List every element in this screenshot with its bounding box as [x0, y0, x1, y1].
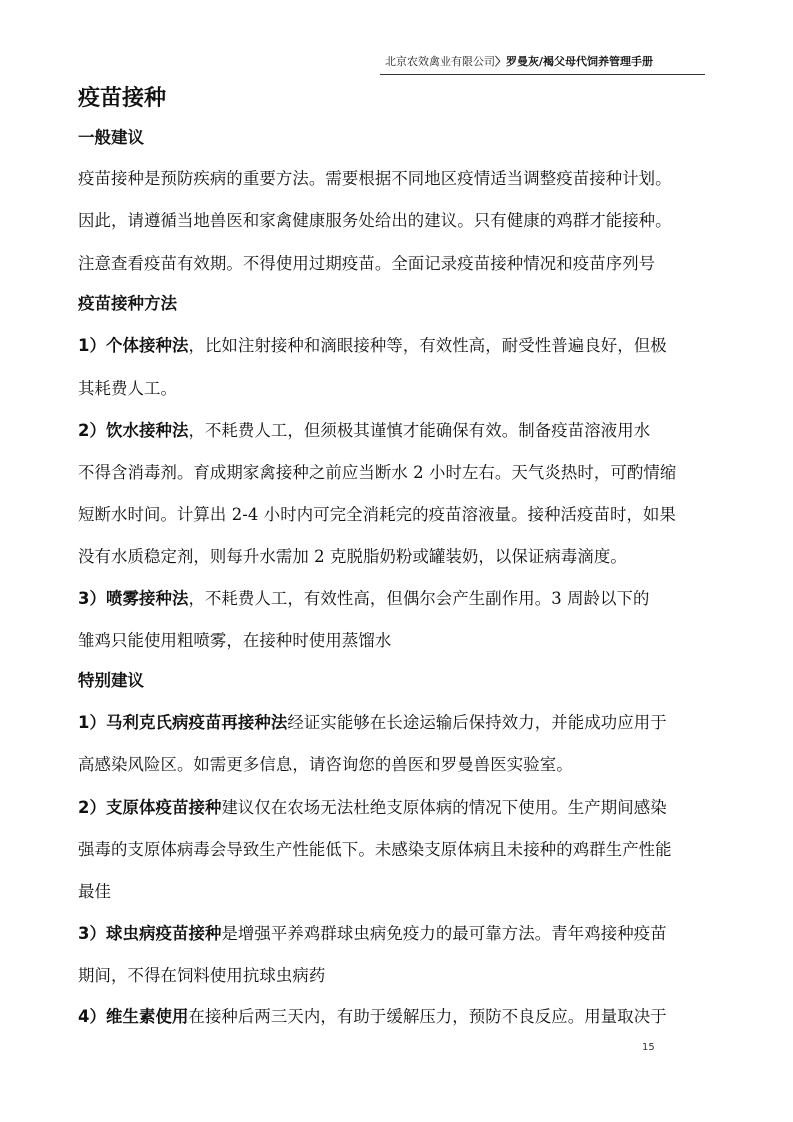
heading-special: 特别建议 [78, 671, 144, 690]
page-title: 疫苗接种 [78, 86, 167, 111]
running-header [385, 55, 705, 69]
heading-general: 一般建议 [78, 128, 144, 147]
special-1-line-1 [78, 711, 667, 735]
page-number: 15 [642, 1042, 655, 1053]
method-1-line-2: 其耗费人工。 [78, 379, 177, 398]
special-1-line-2: 高感染风险区。如需更多信息，请咨询您的兽医和罗曼兽医实验室。 [78, 755, 573, 774]
special-2-line-1 [78, 796, 667, 820]
special-2-line-2: 强毒的支原体病毒会导致生产性能低下。未感染支原体病且未接种的鸡群生产性能 [78, 840, 672, 859]
special-3-label: 3）球虫病疫苗接种 [78, 924, 222, 943]
method-2-line-2: 不得含消毒剂。育成期家禽接种之前应当断水 2 小时左右。天气炎热时，可酌情缩 [78, 463, 677, 482]
special-2-label: 2）支原体疫苗接种 [78, 798, 222, 817]
method-2-text: ，不耗费人工，但须极其谨慎才能确保有效。制备疫苗溶液用水 [188, 421, 651, 440]
header-rule [380, 74, 705, 75]
method-2-label: 2）饮水接种法 [78, 421, 189, 440]
method-1-text: ，比如注射接种和滴眼接种等，有效性高，耐受性普遍良好，但极 [188, 336, 667, 355]
special-1-label: 1）马利克氏病疫苗再接种法 [78, 713, 288, 732]
method-2-line-1 [78, 419, 650, 443]
method-1-label: 1）个体接种法 [78, 336, 189, 355]
heading-methods: 疫苗接种方法 [78, 294, 177, 313]
header-separator: 〉 [495, 55, 506, 68]
special-4-line-1 [78, 1005, 667, 1029]
method-3-line-1 [78, 587, 650, 611]
method-1-line-1 [78, 334, 667, 358]
general-line-1: 疫苗接种是预防疾病的重要方法。需要根据不同地区疫情适当调整疫苗接种计划。 [78, 169, 672, 188]
special-2-line-3: 最佳 [78, 882, 111, 901]
general-line-2: 因此，请遵循当地兽医和家禽健康服务处给出的建议。只有健康的鸡群才能接种。 [78, 211, 672, 230]
special-4-label: 4）维生素使用 [78, 1007, 189, 1026]
method-3-text: ，不耗费人工，有效性高，但偶尔会产生副作用。3 周龄以下的 [188, 589, 650, 608]
special-3-line-1 [78, 922, 667, 946]
method-2-line-4: 没有水质稳定剂，则每升水需加 2 克脱脂奶粉或罐装奶，以保证病毒滴度。 [78, 547, 627, 566]
special-1-text: 经证实能够在长途运输后保持效力，并能成功应用于 [287, 713, 667, 732]
header-doc-title: 罗曼灰/褐父母代饲养管理手册 [506, 55, 654, 68]
general-line-3: 注意查看疫苗有效期。不得使用过期疫苗。全面记录疫苗接种情况和疫苗序列号 [78, 254, 656, 273]
special-4-text: 在接种后两三天内，有助于缓解压力，预防不良反应。用量取决于 [188, 1007, 667, 1026]
method-2-line-3: 短断水时间。计算出 2-4 小时内可完全消耗完的疫苗溶液量。接种活疫苗时，如果 [78, 505, 676, 524]
special-3-line-2: 期间，不得在饲料使用抗球虫病药 [78, 966, 326, 985]
method-3-label: 3）喷雾接种法 [78, 589, 189, 608]
special-3-text: 是增强平养鸡群球虫病免疫力的最可靠方法。青年鸡接种疫苗 [221, 924, 667, 943]
header-company: 北京农效禽业有限公司 [385, 55, 495, 68]
special-2-text: 建议仅在农场无法杜绝支原体病的情况下使用。生产期间感染 [221, 798, 667, 817]
method-3-line-2: 雏鸡只能使用粗喷雾，在接种时使用蒸馏水 [78, 631, 392, 650]
